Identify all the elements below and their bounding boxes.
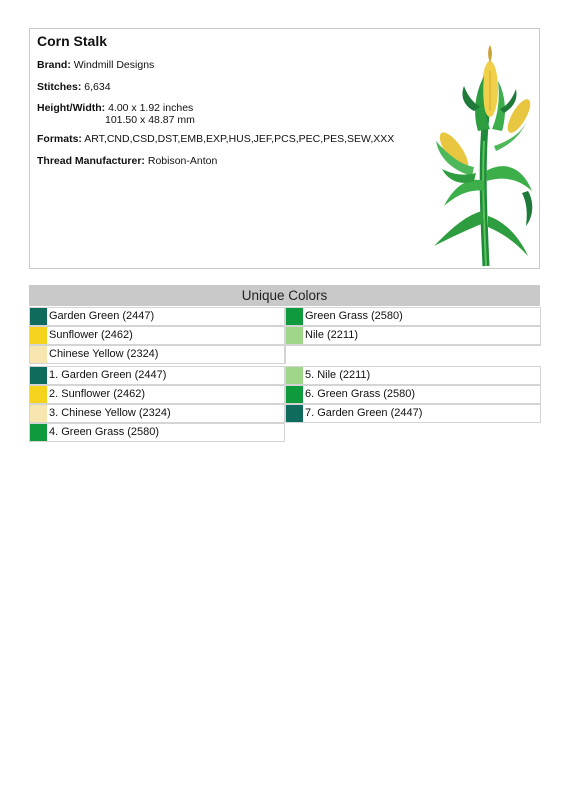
- unique-color-item: [29, 326, 285, 345]
- unique-color-item: [285, 307, 541, 326]
- sequence-color-item: [29, 404, 285, 423]
- size-label: Height/Width:: [37, 102, 106, 114]
- color-name: 7. Garden Green (2447): [305, 407, 423, 419]
- design-title: Corn Stalk: [37, 33, 108, 49]
- design-info-panel: [29, 28, 540, 269]
- color-name: 2. Sunflower (2462): [49, 388, 145, 400]
- unique-color-item: [29, 345, 285, 364]
- color-swatch: [30, 367, 47, 384]
- unique-colors-header: Unique Colors: [29, 285, 540, 306]
- sequence-color-item: [29, 366, 285, 385]
- color-swatch: [286, 367, 303, 384]
- color-swatch: [30, 327, 47, 344]
- size-field: [37, 102, 195, 126]
- size-inches-value: 4.00 x 1.92 inches: [108, 102, 194, 114]
- color-swatch: [30, 424, 47, 441]
- color-swatch: [30, 346, 47, 363]
- color-name: 6. Green Grass (2580): [305, 388, 416, 400]
- thread-field: [37, 155, 217, 167]
- sequence-color-item: [285, 385, 541, 404]
- color-name: 3. Chinese Yellow (2324): [49, 407, 171, 419]
- color-swatch: [286, 405, 303, 422]
- stitches-field: [37, 81, 111, 93]
- formats-field: [37, 133, 394, 145]
- color-name: Chinese Yellow (2324): [49, 348, 159, 360]
- brand-value: Windmill Designs: [73, 59, 155, 71]
- size-mm-value: 101.50 x 48.87 mm: [105, 114, 195, 126]
- color-name: 5. Nile (2211): [305, 369, 371, 381]
- brand-field: [37, 59, 154, 71]
- color-swatch: [30, 308, 47, 325]
- color-name: Nile (2211): [305, 329, 358, 341]
- formats-label: Formats:: [37, 133, 82, 145]
- color-name: Garden Green (2447): [49, 310, 155, 322]
- sequence-color-item: [285, 404, 541, 423]
- color-swatch: [286, 386, 303, 403]
- formats-value: ART,CND,CSD,DST,EMB,EXP,HUS,JEF,PCS,PEC,PES,SEW,XXX: [84, 133, 395, 145]
- corn-stalk-illustration: [424, 41, 536, 267]
- color-name: Green Grass (2580): [305, 310, 403, 322]
- stitches-value: 6,634: [84, 81, 111, 93]
- thread-label: Thread Manufacturer:: [37, 155, 145, 167]
- unique-color-item: [285, 326, 541, 345]
- empty-cell: [285, 345, 541, 364]
- sequence-color-item: [29, 385, 285, 404]
- thread-value: Robison-Anton: [147, 155, 218, 167]
- color-swatch: [30, 386, 47, 403]
- color-swatch: [286, 308, 303, 325]
- unique-color-item: [29, 307, 285, 326]
- color-name: Sunflower (2462): [49, 329, 133, 341]
- color-name: 1. Garden Green (2447): [49, 369, 167, 381]
- color-swatch: [30, 405, 47, 422]
- color-name: 4. Green Grass (2580): [49, 426, 160, 438]
- sequence-color-item: [285, 366, 541, 385]
- color-swatch: [286, 327, 303, 344]
- brand-label: Brand:: [37, 59, 71, 71]
- sequence-color-item: [29, 423, 285, 442]
- stitches-label: Stitches:: [37, 81, 82, 93]
